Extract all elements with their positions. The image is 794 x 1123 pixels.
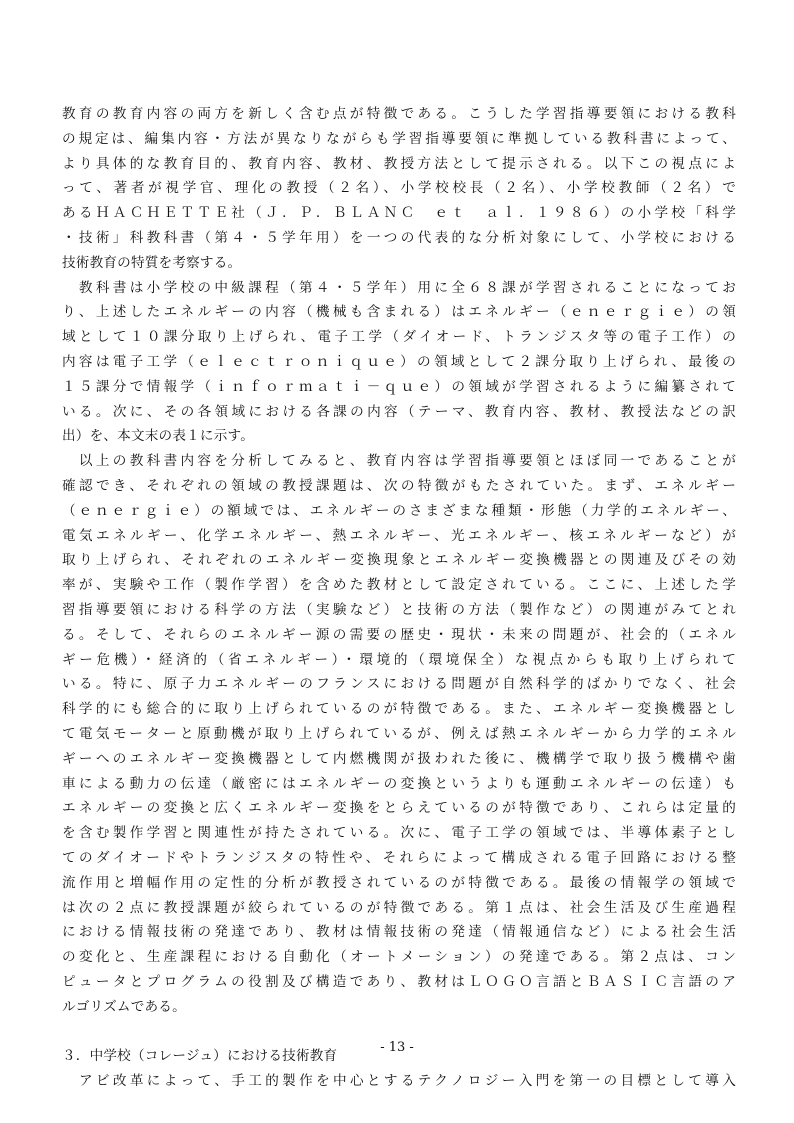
text-line: 内容は電子工学（ｅｌｅｃｔｒｏｎｉｑｕｅ）の領域として２課分取り上げられ、最後の <box>62 353 736 370</box>
text-line: 出）を、本文末の表１に示す。 <box>62 428 255 445</box>
text-line: 域として１０課分取り上げられ、電子工学（ダイオード、トランジスタ等の電子工作）の <box>62 329 736 346</box>
body-text <box>62 102 736 1094</box>
text-line: 習指導要領における科学の方法（実験など）と技術の方法（製作など）の関連がみてとれ <box>62 601 736 618</box>
section-heading: ３．中学校（コレージュ）における技術教育 <box>62 1048 338 1065</box>
text-line: の変化と、生産課程における自動化（オートメーション）の発達である。第２点は、コン <box>62 949 736 966</box>
paragraph-2 <box>62 276 736 450</box>
text-line: ギー危機）・経済的（省エネルギー）・環境的（環境保全）な視点からも取り上げられて <box>62 651 736 668</box>
text-line: 取り上げられ、それぞれのエネルギー変換現象とエネルギー変換機器との関連及びその効 <box>62 552 736 569</box>
text-line: ギーへのエネルギー変換機器として内燃機関が扱われた後に、機構学で取り扱う機構や歯 <box>62 750 736 767</box>
text-line: 技術教育の特質を考察する。 <box>62 254 242 271</box>
text-line: ルゴリズムである。 <box>62 998 186 1015</box>
text-line: 率が、実験や工作（製作学習）を含めた教材として設定されている。ここに、上述した学 <box>62 577 736 594</box>
text-line: （ｅｎｅｒｇｉｅ）の額域では、エネルギーのさまざまな種類・形態（力学的エネルギー、 <box>62 502 736 519</box>
text-line: てのダイオードやトランジスタの特性や、それらによって構成される電子回路における整 <box>62 849 736 866</box>
text-line: の規定は、編集内容・方法が異なりながらも学習指導要領に準拠している教科書によって、 <box>62 130 736 147</box>
text-line: における情報技術の発達であり、教材は情報技術の発達（情報通信など）による社会生活 <box>62 924 736 941</box>
text-line: より具体的な教育目的、教育内容、教材、教授方法として提示される。以下この視点によ <box>62 155 736 172</box>
text-line: エネルギーの変換と広くエネルギー変換をとらえているのが特徴であり、これらは定量的 <box>62 800 736 817</box>
text-line: あるＨＡＣＨＥＴＴＥ社（Ｊ．Ｐ．ＢＬＡＮＣ ｅｔ ａｌ．１９８６）の小学校「科学 <box>62 205 736 222</box>
page-number: - 13 - <box>380 1040 414 1055</box>
text-line: る。そして、それらのエネルギー源の需要の歴史・現状・未来の問題が、社会的（エネル <box>62 626 736 643</box>
text-line: いる。特に、原子力エネルギーのフランスにおける問題が自然科学的ばかりでなく、社会 <box>62 676 736 693</box>
text-line: 科学的にも総合的に取り上げられているのが特徴である。また、エネルギー変換機器とし <box>62 701 736 718</box>
text-line: 流作用と増幅作用の定性的分析が教授されているのが特徴である。最後の情報学の領域で <box>62 874 736 891</box>
text-line: 教育の教育内容の両方を新しく含む点が特徴である。こうした学習指導要領における教科 <box>62 106 736 122</box>
paragraph-1 <box>62 102 736 276</box>
text-line: て電気モーターと原動機が取り上げられているが、例えば熱エネルギーから力学的エネル <box>62 725 736 742</box>
text-line: いる。次に、その各領域における各課の内容（テーマ、教育内容、教材、教授法などの訳 <box>62 403 736 420</box>
text-line: は次の２点に教授課題が絞られているのが特徴である。第１点は、社会生活及び生産過程 <box>62 899 736 916</box>
text-line: って、著者が視学官、理化の教授（２名）、小学校校長（２名）、小学校教師（２名）で <box>62 180 736 197</box>
text-line: １５課分で情報学（ｉｎｆｏｒｍａｔｉ－ｑｕｅ）の領域が学習されるように編纂されて <box>62 378 736 395</box>
text-line: を含む製作学習と関連性が持たされている。次に、電子工学の領域では、半導体素子とし <box>62 825 736 842</box>
text-line: り、上述したエネルギーの内容（機械も含まれる）はエネルギー（ｅｎｅｒｇｉｅ）の領 <box>62 304 736 321</box>
text-line: 確認でき、それぞれの領域の教授課題は、次の特徴がもたされていた。まず、エネルギー <box>62 477 736 494</box>
text-line: 教科書は小学校の中級課程（第４・５学年）用に全６８課が学習されることになってお <box>62 279 736 296</box>
text-line: 以上の教科書内容を分析してみると、教育内容は学習指導要領とほぼ同一であることが <box>62 453 736 470</box>
text-line: 電気エネルギー、化学エネルギー、熱エネルギー、光エネルギー、核エネルギーなど）が <box>62 527 736 544</box>
section-paragraph <box>62 1069 736 1094</box>
text-line: アビ改革によって、手工的製作を中心とするテクノロジー入門を第一の目標として導入 <box>62 1073 736 1090</box>
text-line: ピュータとプログラムの役割及び構造であり、教材はＬＯＧＯ言語とＢＡＳＩＣ言語のア <box>62 973 736 990</box>
text-line: 車による動力の伝達（厳密にはエネルギーの変換というよりも運動エネルギーの伝達）も <box>62 775 736 792</box>
text-line: ・技術」科教科書（第４・５学年用）を一つの代表的な分析対象にして、小学校における <box>62 229 736 246</box>
paragraph-3 <box>62 449 736 1019</box>
